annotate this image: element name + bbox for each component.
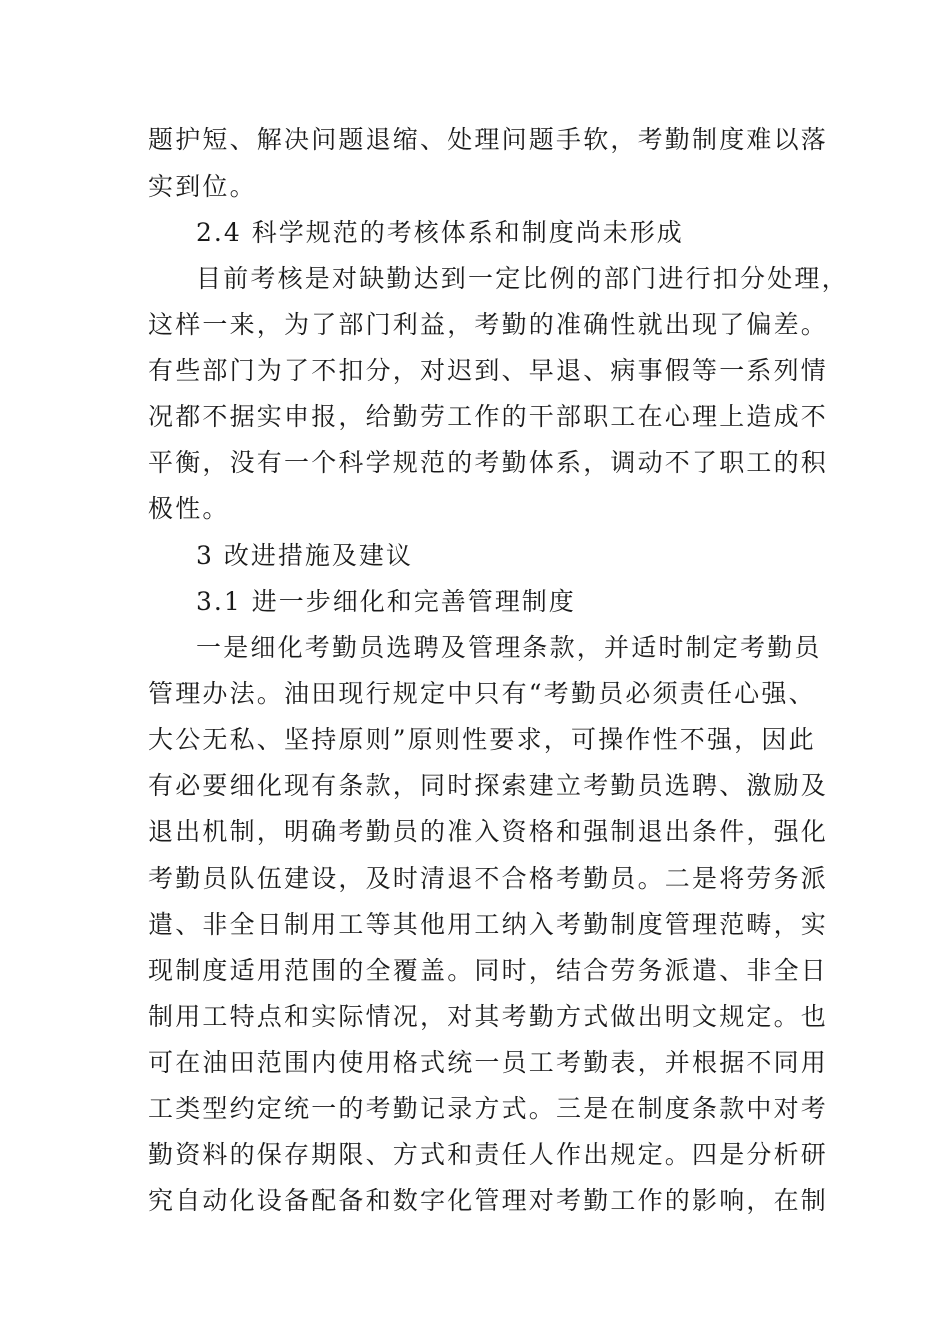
body-text-line: 题护短、解决问题退缩、处理问题手软，考勤制度难以落 (148, 125, 829, 154)
body-text-line: 工类型约定统一的考勤记录方式。三是在制度条款中对考 (148, 1094, 829, 1123)
paragraph-first-line: 目前考核是对缺勤达到一定比例的部门进行扣分处理， (196, 264, 849, 293)
body-text-line: 这样一来，为了部门利益，考勤的准确性就出现了偏差。 (148, 310, 829, 339)
body-text-line: 况都不据实申报，给勤劳工作的干部职工在心理上造成不 (148, 402, 829, 431)
body-text-line: 制用工特点和实际情况，对其考勤方式做出明文规定。也 (148, 1002, 829, 1031)
body-text-line: 平衡，没有一个科学规范的考勤体系，调动不了职工的积 (148, 448, 829, 477)
body-text-line: 有些部门为了不扣分，对迟到、早退、病事假等一系列情 (148, 356, 829, 385)
body-text-line: 究自动化设备配备和数字化管理对考勤工作的影响，在制 (148, 1186, 829, 1215)
body-text-line: 管理办法。油田现行规定中只有“考勤员必须责任心强、 (148, 679, 816, 708)
body-text-line: 实到位。 (148, 172, 257, 201)
section-heading-2-4: 2.4 科学规范的考核体系和制度尚未形成 (196, 218, 684, 247)
body-text-line: 遣、非全日制用工等其他用工纳入考勤制度管理范畴，实 (148, 910, 829, 939)
section-heading-3-1: 3.1 进一步细化和完善管理制度 (196, 587, 576, 616)
body-text-line: 有必要细化现有条款，同时探索建立考勤员选聘、激励及 (148, 771, 829, 800)
body-text-line: 大公无私、坚持原则”原则性要求，可操作性不强，因此 (148, 725, 816, 754)
body-text-line: 勤资料的保存期限、方式和责任人作出规定。四是分析研 (148, 1140, 829, 1169)
body-text-line: 退出机制，明确考勤员的准入资格和强制退出条件，强化 (148, 817, 829, 846)
paragraph-first-line: 一是细化考勤员选聘及管理条款，并适时制定考勤员 (196, 633, 822, 662)
section-heading-3: 3 改进措施及建议 (196, 541, 413, 570)
body-text-line: 考勤员队伍建设，及时清退不合格考勤员。二是将劳务派 (148, 864, 829, 893)
body-text-line: 可在油田范围内使用格式统一员工考勤表，并根据不同用 (148, 1048, 829, 1077)
body-text-line: 现制度适用范围的全覆盖。同时，结合劳务派遣、非全日 (148, 956, 829, 985)
body-text-line: 极性。 (148, 494, 230, 523)
